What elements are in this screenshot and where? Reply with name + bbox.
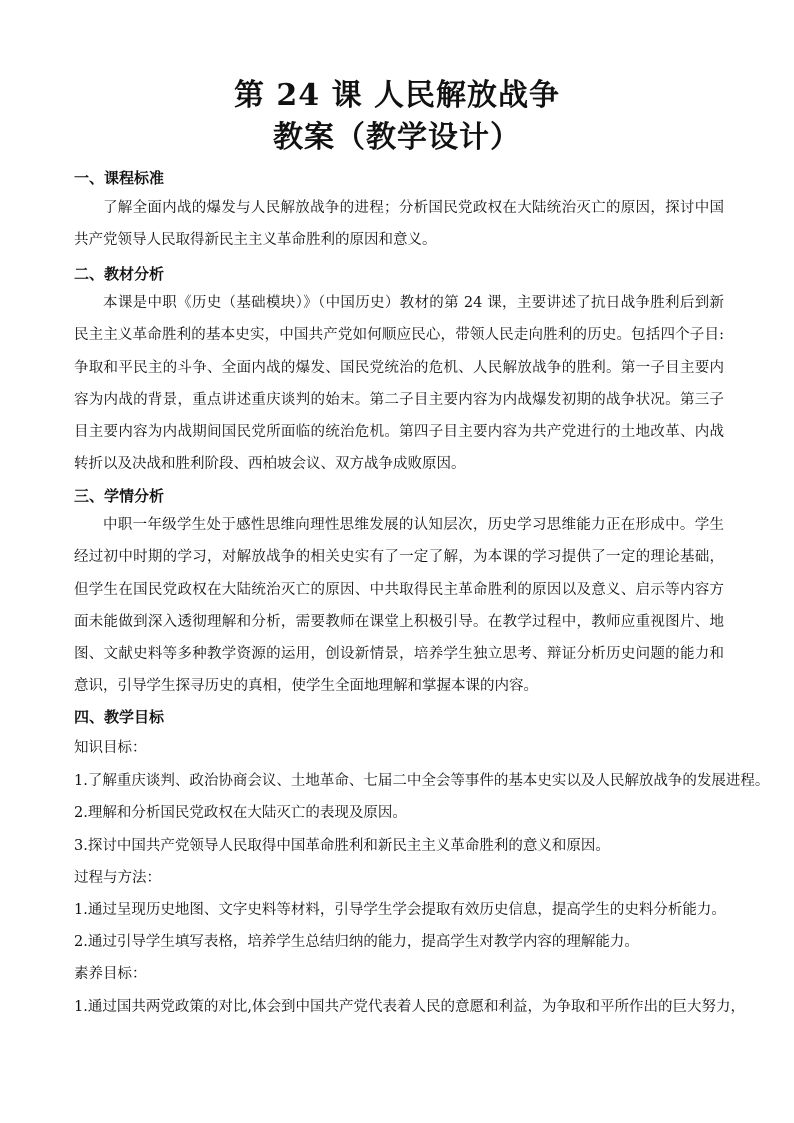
- document-subtitle: 教案（教学设计）: [273, 120, 521, 155]
- literacy-objectives-label: 素养目标：: [74, 966, 147, 982]
- section-heading-student-analysis: 三、学情分析: [74, 487, 165, 505]
- knowledge-objectives-label: 知识目标：: [74, 740, 147, 756]
- process-methods-label: 过程与方法：: [74, 870, 161, 886]
- knowledge-objective-item: 1.了解重庆谈判、政治协商会议、土地革命、七届二中全会等事件的基本史实以及人民解放战争的发展进程。: [74, 773, 770, 789]
- section-heading-textbook-analysis: 二、教材分析: [74, 265, 165, 283]
- knowledge-objective-item: 3.探讨中国共产党领导人民取得中国革命胜利和新民主主义革命胜利的意义和原因。: [74, 838, 610, 854]
- section-body-curriculum-standard: 了解全面内战的爆发与人民解放战争的进程；分析国民党政权在大陆统治灭亡的原因，探讨中国共产党领导人民取得新民主主义革命胜利的原因和意义。: [74, 200, 724, 249]
- section-body-student-analysis: 中职一年级学生处于感性思维向理性思维发展的认知层次，历史学习思维能力正在形成中。学生经过初中时期的学习，对解放战争的相关史实有了一定了解，为本课的学习提供了一定的理论基础，但学生在国民党政权在大陆统治灭亡的原因、中共取得民主革命胜利的原因以及意义、启示等内容方面未能做到深入透彻理解和分析，需要教师在课堂上积极引导。在教学过程中，教师应重视图片、地图、文献史料等多种教学资源的运用，创设新情景，培养学生独立思考、辩证分析历史问题的能力和意识，引导学生探寻历史的真相，使学生全面地理解和掌握本课的内容。: [74, 517, 724, 695]
- section-heading-curriculum-standard: 一、课程标准: [74, 169, 165, 187]
- section-body-textbook-analysis: 本课是中职《历史（基础模块）》（中国历史）教材的第 24 课，主要讲述了抗日战争胜利后到新民主主义革命胜利的基本史实，中国共产党如何顺应民心，带领人民走向胜利的历史。包括四个子目:争取和平民主的斗争、全面内战的爆发、国民党统治的危机、人民解放战争的胜利。第一子目主要内容为内战的背景，重点讲述重庆谈判的始末。第二子目主要内容为内战爆发初期的战争状况。第三子目主要内容为内战期间国民党所面临的统治危机。第四子目主要内容为共产党进行的土地改革、内战转折以及决战和胜利阶段、西柏坡会议、双方战争成败原因。: [74, 295, 724, 473]
- literacy-objective-item: 1.通过国共两党政策的对比,体会到中国共产党代表着人民的意愿和利益，为争取和平所作出的巨大努力，: [74, 999, 745, 1015]
- section-heading-teaching-objectives: 四、教学目标: [74, 708, 165, 726]
- knowledge-objective-item: 2.理解和分析国民党政权在大陆灭亡的表现及原因。: [74, 805, 407, 821]
- process-method-item: 2.通过引导学生填写表格，培养学生总结归纳的能力，提高学生对教学内容的理解能力。: [74, 934, 639, 950]
- process-method-item: 1.通过呈现历史地图、文字史料等材料，引导学生学会提取有效历史信息，提高学生的史料分析能力。: [74, 902, 726, 918]
- document-title: 第 24 课 人民解放战争: [233, 78, 561, 113]
